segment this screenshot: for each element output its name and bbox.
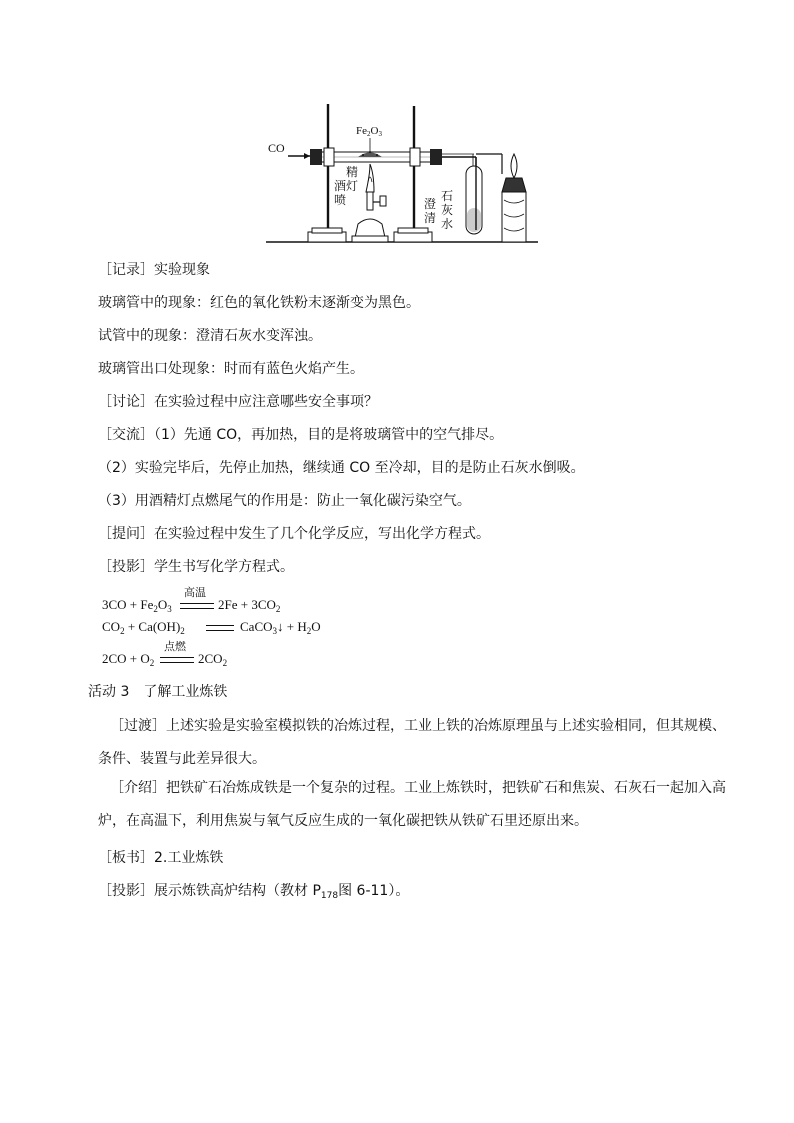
- outlet-observation: 玻璃管出口处现象：时而有蓝色火焰产生。: [98, 361, 364, 377]
- eq3-condition: 点燃: [164, 640, 186, 653]
- lamp-char-3: 喷: [334, 193, 347, 207]
- exchange-point-3: （3）用酒精灯点燃尾气的作用是：防止一氧化碳污染空气。: [98, 493, 471, 509]
- limewater-label: [424, 189, 453, 231]
- eq2-right: CaCO$_3$↓ + $H_2O$: [240, 619, 321, 636]
- glass-tube-observation: 玻璃管中的现象：红色的氧化铁粉末逐渐变为黑色。: [98, 295, 420, 311]
- record-heading: ［记录］实验现象: [98, 262, 210, 278]
- projection-text-2-post: 图 6-11）。: [338, 883, 410, 899]
- limewater-char-2: 清: [424, 211, 437, 225]
- lamp-char-4: 灯: [346, 179, 359, 193]
- limewater-char-5: 水: [441, 217, 454, 231]
- intro-paragraph: ［介绍］把铁矿石冶炼成铁是一个复杂的过程。工业上炼铁时，把铁矿石和焦炭、石灰石一起加入高炉，在高温下，利用焦炭与氧气反应生成的一氧化碳把铁从铁矿石里还原出来。: [98, 780, 726, 829]
- fe2o3-label: Fe2O3: [356, 125, 382, 138]
- discussion-question: ［讨论］在实验过程中应注意哪些安全事项？: [98, 394, 378, 410]
- lamp-char-1: 酒: [334, 179, 347, 193]
- eq1-condition: 高温: [184, 586, 206, 599]
- limewater-char-4: 灰: [441, 203, 454, 217]
- eq1-right: $2Fe + 3CO_2$: [218, 597, 281, 614]
- question-text: ［提问］在实验过程中发生了几个化学反应，写出化学方程式。: [98, 526, 490, 542]
- eq3-right: $2CO_2$: [198, 651, 228, 668]
- exchange-point-1: ［交流］（1）先通 CO，再加热，目的是将玻璃管中的空气排尽。: [98, 427, 504, 443]
- exchange-point-2: （2）实验完毕后，先停止加热，继续通 CO 至冷却，目的是防止石灰水倒吸。: [98, 460, 585, 476]
- lamp-char-2: 精: [346, 165, 359, 179]
- transition-paragraph: ［过渡］上述实验是实验室模拟铁的冶炼过程，工业上铁的冶炼原理虽与上述实验相同，但其规模、条件、装置与此差异很大。: [98, 718, 726, 767]
- limewater-char-3: 石: [441, 189, 454, 203]
- eq3-equals-sign: [160, 657, 194, 663]
- eq3-left: $2CO + O_2$: [102, 651, 155, 668]
- test-tube-observation: 试管中的现象：澄清石灰水变浑浊。: [98, 328, 322, 344]
- eq1-equals-sign: [180, 603, 214, 609]
- activity-heading: 活动 3 了解工业炼铁: [88, 684, 228, 700]
- eq2-left: $CO_2 + Ca(OH)_2$: [102, 619, 185, 636]
- projection-page-subscript: 178: [320, 891, 339, 901]
- co-label: CO: [268, 141, 285, 155]
- projection-text-1: ［投影］学生书写化学方程式。: [98, 559, 294, 575]
- projection-text-2: [98, 881, 409, 906]
- projection-text-2-pre: ［投影］展示炼铁高炉结构（教材 P: [98, 883, 321, 899]
- board-heading: ［板书］2.工业炼铁: [98, 850, 224, 866]
- eq2-equals-sign: [206, 625, 234, 631]
- apparatus-diagram: [266, 96, 538, 248]
- lamp-label: [334, 164, 358, 207]
- limewater-char-1: 澄: [424, 197, 437, 211]
- eq1-left: $3CO + Fe_2O_3$: [102, 597, 172, 614]
